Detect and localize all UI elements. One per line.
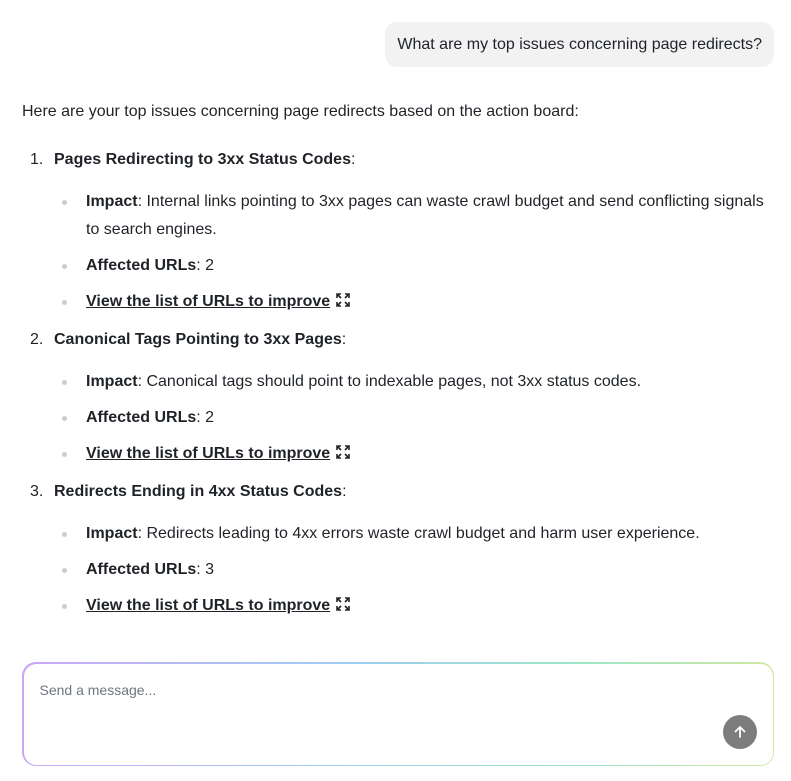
bullet-dot (62, 532, 67, 537)
affected-urls-value: : 2 (196, 257, 215, 274)
user-message-text: What are my top issues concerning page redirects? (397, 36, 762, 53)
assistant-intro: Here are your top issues concerning page redirects based on the action board: (22, 103, 579, 120)
bullet-dot (62, 380, 67, 385)
bullet-dot (62, 416, 67, 421)
issue-title: Canonical Tags Pointing to 3xx Pages: (54, 331, 347, 348)
impact-bullet (22, 520, 774, 548)
impact-text: : Canonical tags should point to indexable pages, not 3xx status codes. (137, 373, 642, 390)
issue-number: 1. (30, 151, 44, 168)
issue-item (22, 148, 774, 316)
issue-heading (22, 480, 774, 520)
view-urls-link[interactable]: View the list of URLs to improve (86, 597, 350, 614)
impact-bullet (22, 368, 774, 396)
send-button[interactable] (723, 715, 757, 749)
affected-urls-bullet (22, 404, 774, 432)
bullet-dot (62, 300, 67, 305)
bullet-dot (62, 604, 67, 609)
affected-urls-label: Affected URLs (86, 409, 197, 426)
impact-label: Impact (86, 193, 138, 210)
expand-icon (336, 597, 350, 611)
issue-heading (22, 148, 774, 188)
view-urls-link[interactable]: View the list of URLs to improve (86, 293, 350, 310)
issue-number: 2. (30, 331, 44, 348)
issue-item (22, 480, 774, 620)
impact-bullet (22, 188, 774, 244)
affected-urls-value: : 2 (196, 409, 215, 426)
message-composer (22, 662, 774, 766)
impact-text: : Internal links pointing to 3xx pages can waste crawl budget and send conflicting signals to search engines. (86, 193, 764, 238)
impact-label: Impact (86, 525, 138, 542)
affected-urls-bullet (22, 252, 774, 280)
issue-title: Redirects Ending in 4xx Status Codes: (54, 483, 347, 500)
bullet-dot (62, 568, 67, 573)
issue-item (22, 328, 774, 468)
issues-list (22, 148, 774, 632)
user-message-bubble (385, 22, 774, 67)
bullet-dot (62, 452, 67, 457)
view-urls-bullet (22, 592, 774, 620)
view-urls-bullet (22, 440, 774, 468)
expand-icon (336, 445, 350, 459)
impact-label: Impact (86, 373, 138, 390)
affected-urls-label: Affected URLs (86, 561, 197, 578)
affected-urls-bullet (22, 556, 774, 584)
issue-number: 3. (30, 483, 44, 500)
impact-text: : Redirects leading to 4xx errors waste crawl budget and harm user experience. (137, 525, 700, 542)
bullet-dot (62, 264, 67, 269)
affected-urls-value: : 3 (196, 561, 215, 578)
arrow-up-icon (733, 725, 747, 739)
view-urls-bullet (22, 288, 774, 316)
expand-icon (336, 293, 350, 307)
view-urls-link[interactable]: View the list of URLs to improve (86, 445, 350, 462)
affected-urls-label: Affected URLs (86, 257, 197, 274)
issue-heading (22, 328, 774, 368)
issue-title: Pages Redirecting to 3xx Status Codes: (54, 151, 356, 168)
message-input[interactable] (40, 682, 700, 722)
bullet-dot (62, 200, 67, 205)
composer-box (24, 664, 773, 765)
